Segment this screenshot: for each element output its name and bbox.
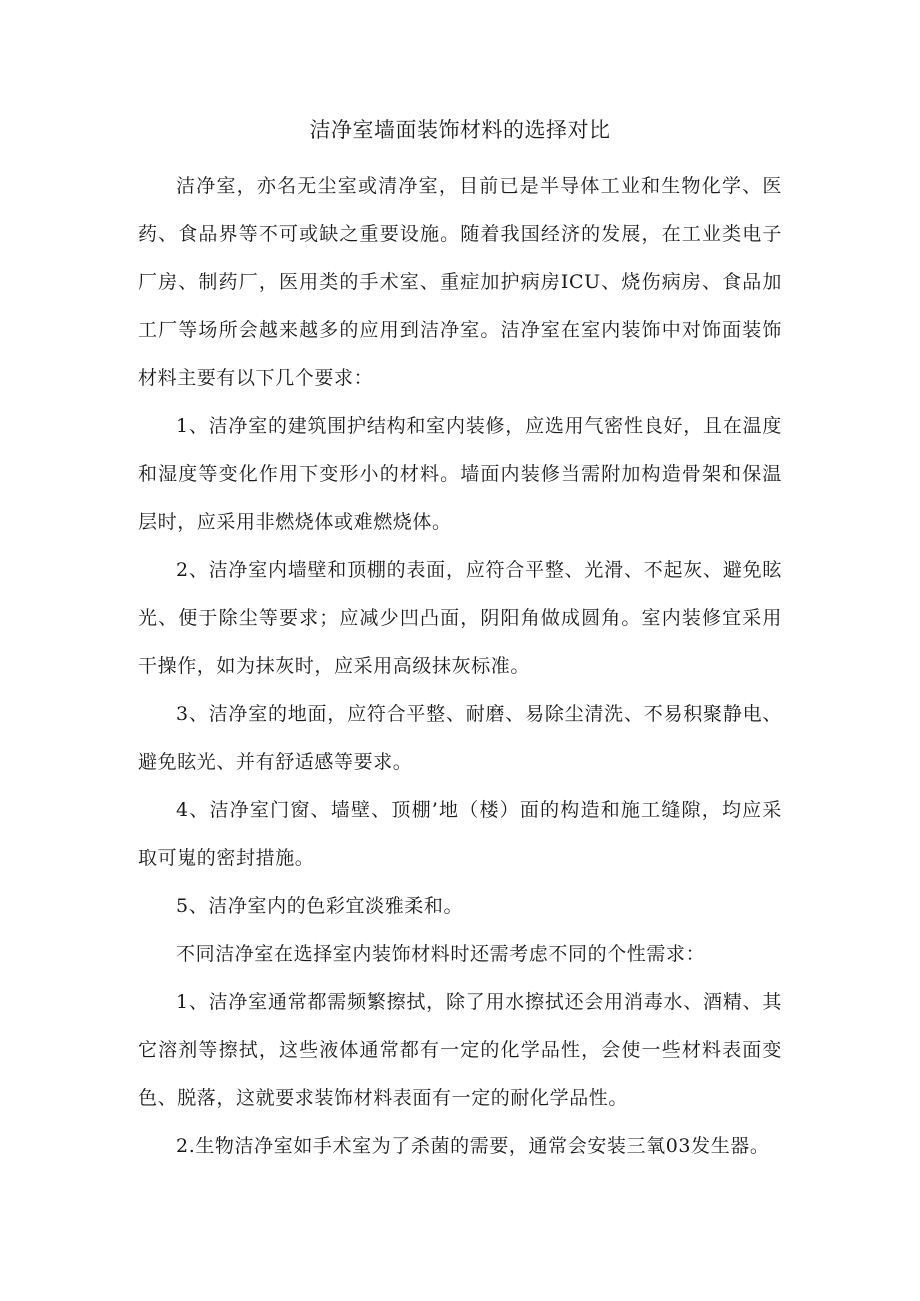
paragraph-individual-needs: 不同洁净室在选择室内装饰材料时还需考虑不同的个性需求： — [176, 943, 706, 965]
paragraph-intro: 洁净室，亦名无尘室或清净室，目前已是半导体工业和生物化学、医药、食品界等不可或缺之重要设施。随着我国经济的发展，在工业类电子厂房、制药厂，医用类的手术室、重症加护病房ICU、烧伤病房、食品加工厂等场所会越来越多的应用到洁净室。洁净室在室内装饰中对饰面装饰材料主要有以下几个要求： — [138, 175, 782, 389]
paragraph-requirement-5: 5、洁净室内的色彩宜淡雅柔和。 — [176, 895, 464, 917]
paragraph-requirement-1: 1、洁净室的建筑围护结构和室内装修，应选用气密性良好，且在温度和湿度等变化作用下变形小的材料。墙面内装修当需附加构造骨架和保温层时，应采用非燃烧体或难燃烧体。 — [138, 415, 782, 533]
paragraph-requirement-4: 4、洁净室门窗、墙壁、顶棚’地（楼）面的构造和施工缝隙，均应采取可嵬的密封措施。 — [138, 799, 782, 869]
paragraph-need-2: 2.生物洁净室如手术室为了杀菌的需要，通常会安装三氧03发生器。 — [176, 1135, 770, 1157]
paragraph-requirement-3: 3、洁净室的地面，应符合平整、耐磨、易除尘清洗、不易积聚静电、避免眩光、并有舒适感等要求。 — [138, 703, 782, 773]
paragraph-requirement-2: 2、洁净室内墙壁和顶棚的表面，应符合平整、光滑、不起灰、避免眩光、便于除尘等要求；应减少凹凸面，阴阳角做成圆角。室内装修宜采用干操作，如为抹灰时，应采用高级抹灰标准。 — [138, 559, 782, 677]
paragraph-need-1: 1、洁净室通常都需频繁擦拭，除了用水擦拭还会用消毒水、酒精、其它溶剂等擦拭，这些液体通常都有一定的化学品性，会使一些材料表面变色、脱落，这就要求装饰材料表面有一定的耐化学品性。 — [138, 991, 782, 1109]
document-title: 洁净室墙面装饰材料的选择对比 — [309, 118, 611, 142]
